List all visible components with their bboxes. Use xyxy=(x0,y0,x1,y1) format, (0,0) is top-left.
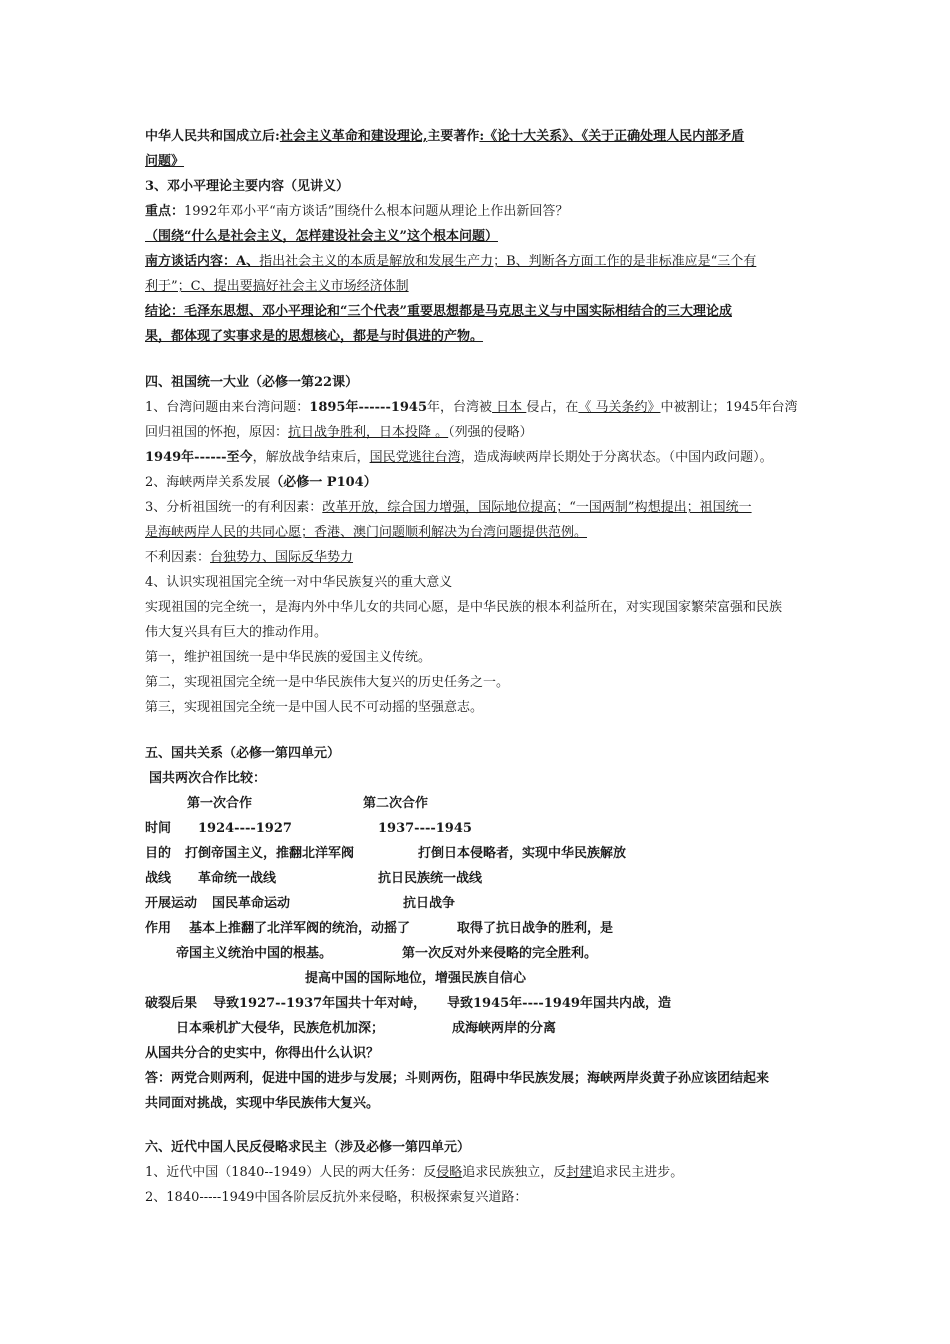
prc-theory-line: 中华人民共和国成立后:社会主义革命和建设理论,主要著作:《论十大关系》、《关于正确处理人民内部矛盾 xyxy=(145,129,745,144)
significance-line-2: 伟大复兴具有巨大的推动作用。 xyxy=(145,625,328,640)
section-6-heading: 六、近代中国人民反侵略求民主（涉及必修一第四单元） xyxy=(145,1140,471,1155)
conclusion-line-1: 结论：毛泽东思想、邓小平理论和“三个代表”重要思想都是马克思主义与中国实际相结合的三大理论成 xyxy=(145,304,732,319)
significance-point-2: 第二，实现祖国完全统一是中华民族伟大复兴的历史任务之一。 xyxy=(145,675,510,690)
compare-header-row: 第一次合作 第二次合作 xyxy=(187,796,429,811)
spacer xyxy=(145,720,810,741)
unfavorable-factors-line: 不利因素：台独势力、国际反华势力 xyxy=(145,550,354,565)
section-4-heading: 四、祖国统一大业（必修一第22课） xyxy=(145,375,359,390)
document-page xyxy=(145,124,810,1210)
favorable-factors-line: 3、分析祖国统一的有利因素：改革开放，综合国力增强，国际地位提高；“一国两制”构想提出；祖国统一 xyxy=(145,500,752,515)
spacer xyxy=(145,349,810,370)
compare-row-movement: 开展运动 国民革命运动 抗日战争 xyxy=(145,896,456,911)
resistance-line: 2、1840-----1949中国各阶层反抗外来侵略，积极探索复兴道路： xyxy=(145,1190,528,1205)
compare-row-effect-2: 帝国主义统治中国的根基。 第一次反对外来侵略的完全胜利。 xyxy=(176,946,598,961)
compare-row-goal: 目的 打倒帝国主义，推翻北洋军阀 打倒日本侵略者，实现中华民族解放 xyxy=(145,846,627,861)
south-talk-line: 南方谈话内容：A、指出社会主义的本质是解放和发展生产力；B、判断各方面工作的是非标准应是“三个有 xyxy=(145,254,757,269)
prc-theory-line-2: 问题》 xyxy=(145,154,185,169)
kmt-cpc-question: 从国共分合的史实中，你得出什么认识？ xyxy=(145,1046,380,1061)
deng-focus: 重点：1992年邓小平“南方谈话”围绕什么根本问题从理论上作出新回答？ xyxy=(145,204,569,219)
taiwan-1949-line: 1949年------至今，解放战争结束后，国民党逃往台湾，造成海峡两岸长期处于分离状态。（中国内政问题）。 xyxy=(145,450,773,465)
deng-answer: （围绕“什么是社会主义，怎样建设社会主义”这个根本问题） xyxy=(145,229,498,244)
significance-point-3: 第三，实现祖国完全统一是中国人民不可动摇的坚强意志。 xyxy=(145,700,484,715)
taiwan-return-line: 回归祖国的怀抱，原因：抗日战争胜利，日本投降 。（列强的侵略） xyxy=(145,425,533,440)
taiwan-origin-line: 1、台湾问题由来台湾问题：1895年------1945年，台湾被 日本 侵占，在《 马关条约》中被割让；1945年台湾 xyxy=(145,400,798,415)
deng-heading: 3、邓小平理论主要内容（见讲义） xyxy=(145,179,350,194)
kmt-cpc-answer-1: 答：两党合则两利，促进中国的进步与发展；斗则两伤，阻碍中华民族发展；海峡两岸炎黄子孙应该团结起来 xyxy=(145,1071,770,1086)
two-tasks-line: 1、近代中国（1840--1949）人民的两大任务：反侵略追求民族独立，反封建追求民主进步。 xyxy=(145,1165,684,1180)
significance-heading: 4、认识实现祖国完全统一对中华民族复兴的重大意义 xyxy=(145,575,453,590)
kmt-cpc-answer-2: 共同面对挑战，实现中华民族伟大复兴。 xyxy=(145,1096,380,1111)
significance-line-1: 实现祖国的完全统一，是海内外中华儿女的共同心愿，是中华民族的根本利益所在，对实现国家繁荣富强和民族 xyxy=(145,600,783,615)
favorable-factors-line-2: 是海峡两岸人民的共同心愿；香港、澳门问题顺利解决为台湾问题提供范例。 xyxy=(145,525,588,540)
compare-title: 国共两次合作比较： xyxy=(149,771,267,786)
compare-row-time: 时间 1924----1927 1937----1945 xyxy=(145,821,472,836)
south-talk-line-2: 利于”；C、提出要搞好社会主义市场经济体制 xyxy=(145,279,409,294)
compare-row-break: 破裂后果 导致1927--1937年国共十年对峙， 导致1945年----1949年国共内战，造 xyxy=(145,996,671,1011)
significance-point-1: 第一，维护祖国统一是中华民族的爱国主义传统。 xyxy=(145,650,432,665)
cross-strait-line: 2、海峡两岸关系发展（必修一 P104） xyxy=(145,475,377,490)
compare-row-effect: 作用 基本上推翻了北洋军阀的统治，动摇了 取得了抗日战争的胜利，是 xyxy=(145,921,614,936)
section-5-heading: 五、国共关系（必修一第四单元） xyxy=(145,746,341,761)
compare-row-effect-3: 提高中国的国际地位，增强民族自信心 xyxy=(305,971,527,986)
compare-row-front: 战线 革命统一战线 抗日民族统一战线 xyxy=(145,871,483,886)
conclusion-line-2: 果，都体现了实事求是的思想核心，都是与时俱进的产物。 xyxy=(145,329,484,344)
spacer xyxy=(145,1116,810,1135)
compare-row-break-2: 日本乘机扩大侵华，民族危机加深； 成海峡两岸的分离 xyxy=(176,1021,557,1036)
